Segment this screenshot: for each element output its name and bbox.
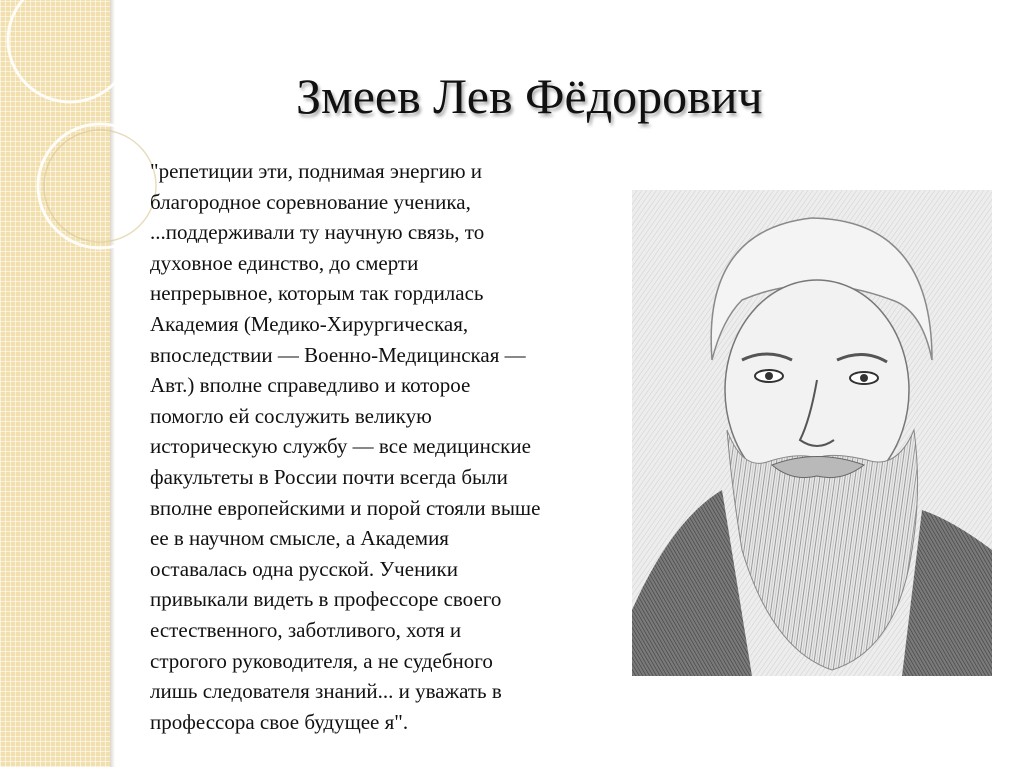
portrait-pupil-right [860,374,868,382]
decorative-rings [0,0,160,260]
decorative-ring-bottom [38,124,160,248]
decorative-ring-top [8,0,132,102]
portrait-image [632,190,992,676]
quote-text: "репетиции эти, поднимая энергию и благородное соревнование ученика, ...поддерживали ту научную связь, то духовное единство, до смерти непрерывное, которым так гордилась Академия (Медико-Хирургическая, впоследствии — Военно-Медицинская — Авт.) вполне справедливо и которое помогло ей сослужить великую историческую службу — все медицинские факультеты в России почти всегда были вполне европейскими и порой стояли выше ее в научном смысле, а Академия оставалась одна русской. Ученики привыкали видеть в профессоре своего естественного, заботливого, хотя и строгого руководителя, а не судебного лишь следователя знаний... и уважать в профессора свое будущее я". [150,159,541,734]
portrait-pupil-left [765,372,773,380]
decorative-ring-bottom-shade [44,130,156,242]
slide-title: Змеев Лев Фёдорович [296,68,763,124]
